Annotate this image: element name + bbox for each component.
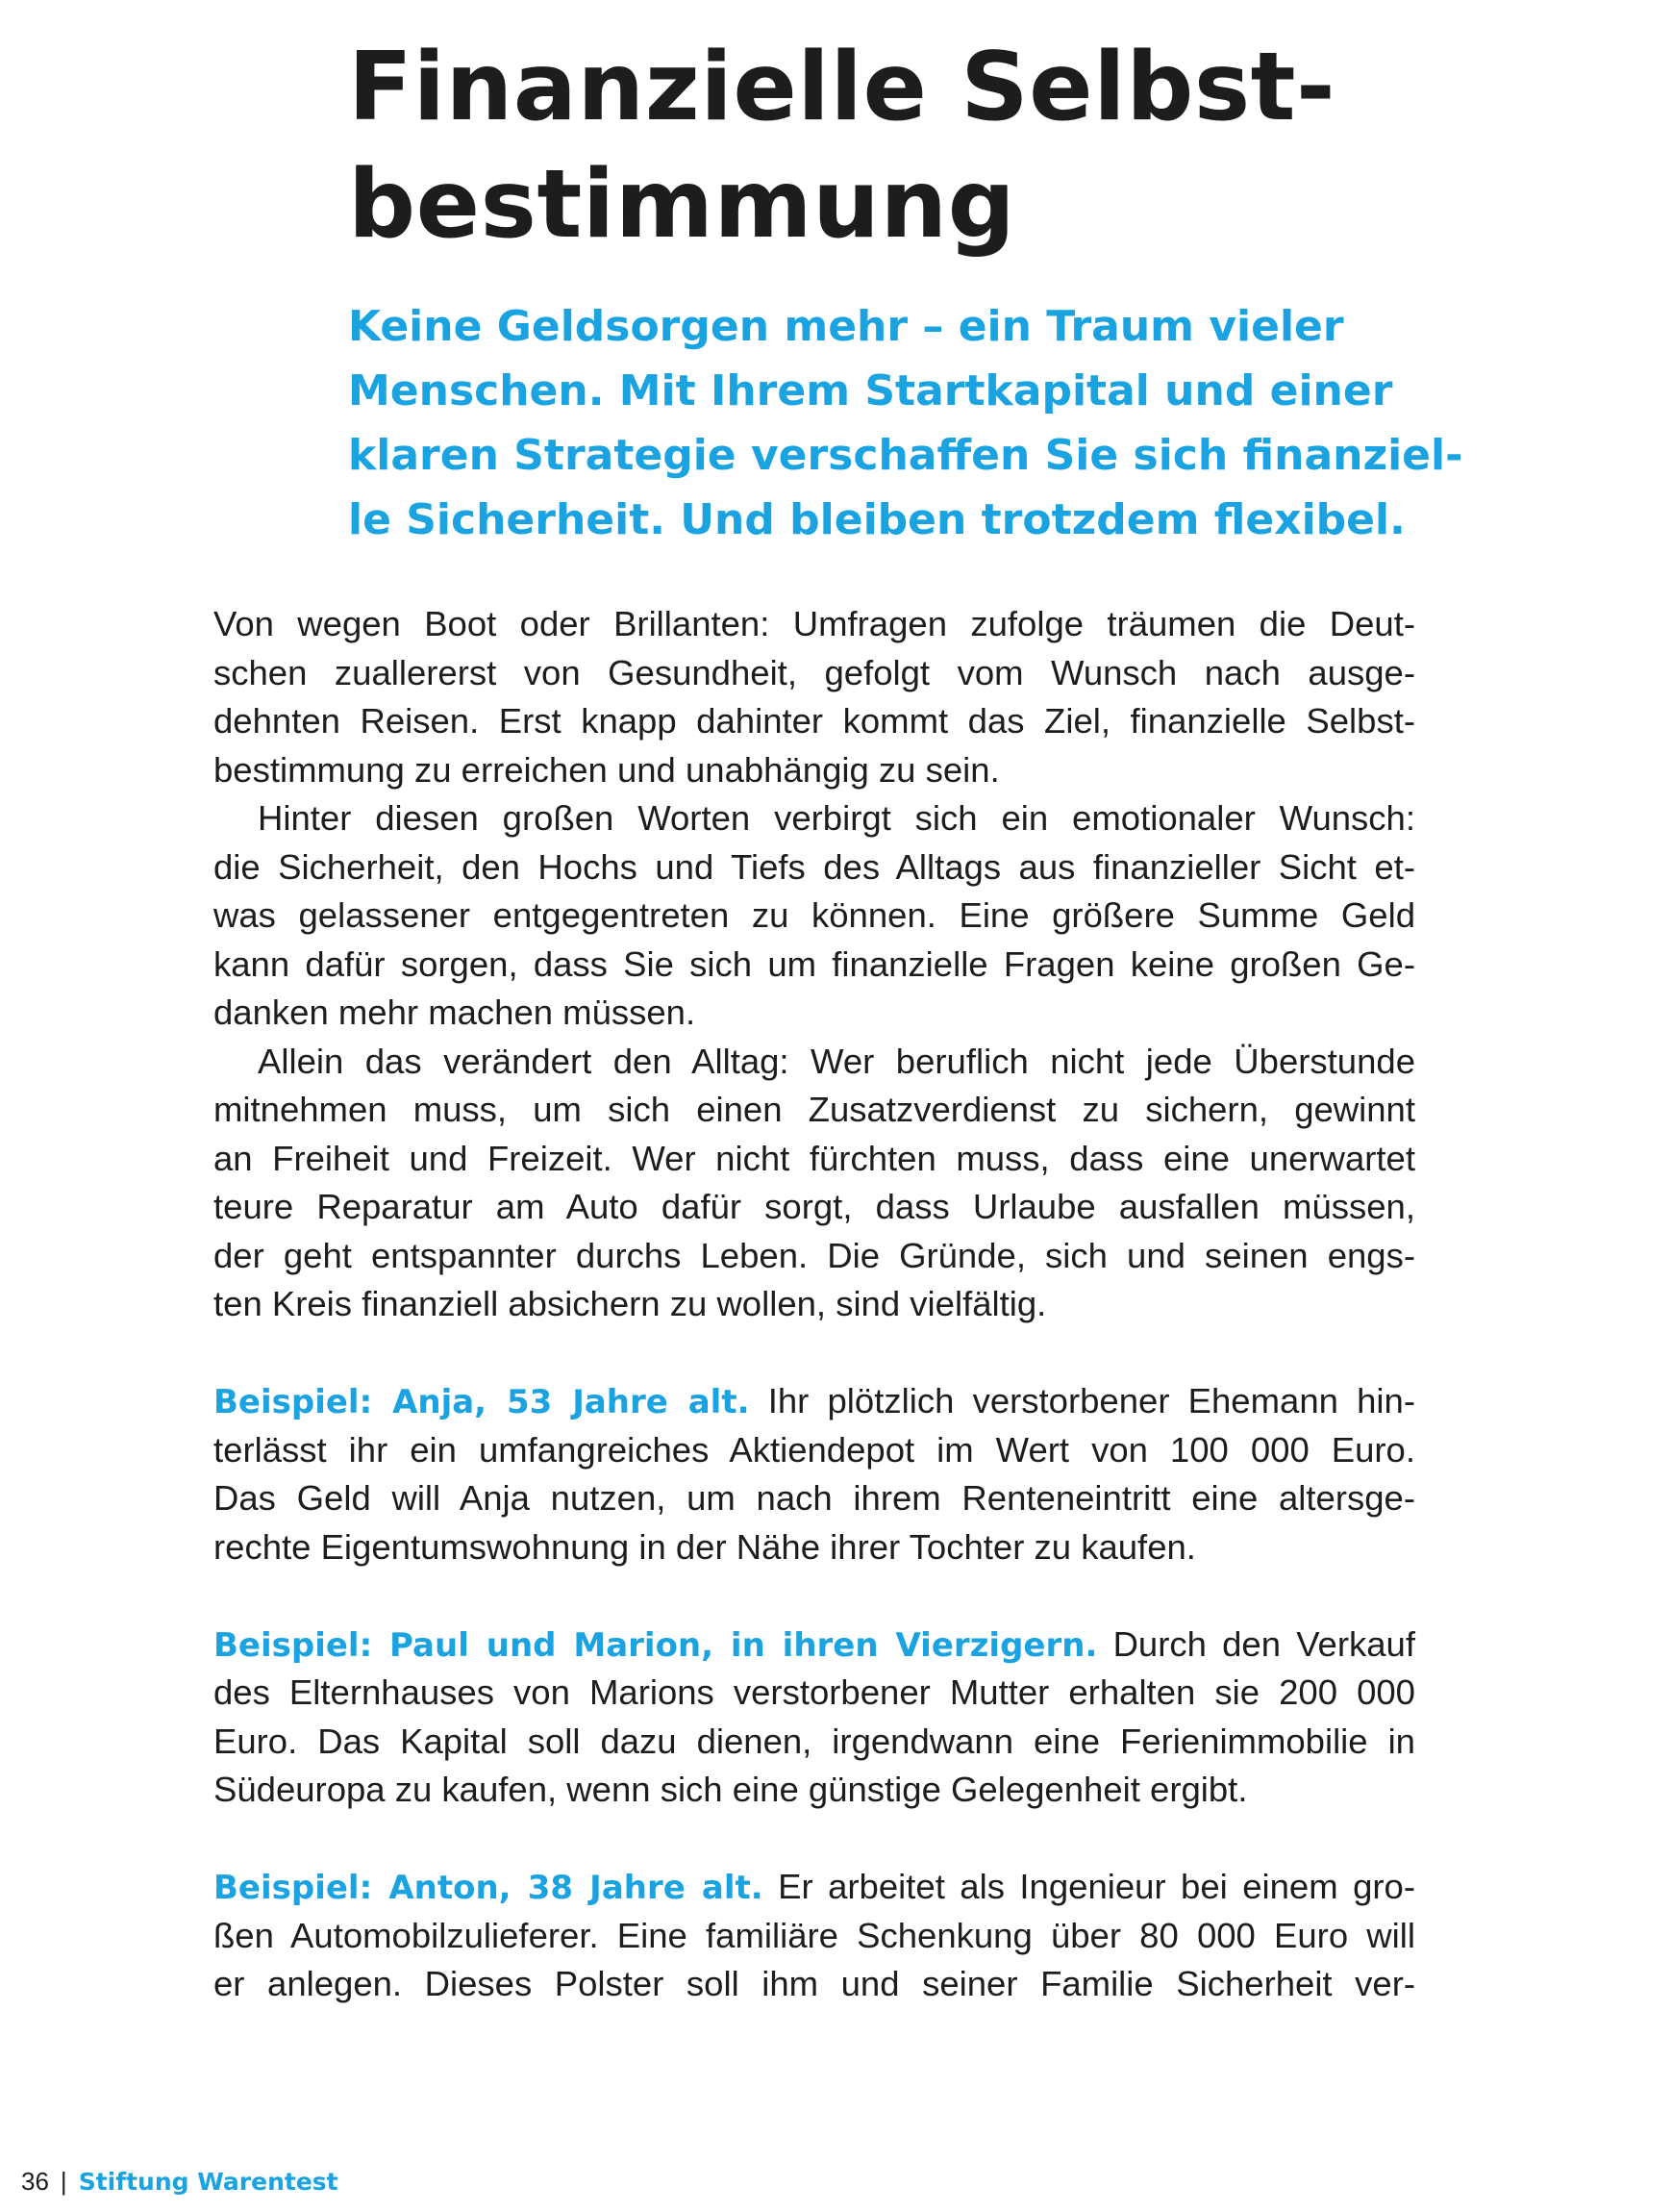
example-text: Er arbeitet als Ingenieur bei einem gro- xyxy=(778,1867,1415,1906)
paragraph xyxy=(213,794,1415,1038)
text-line: terlässt ihr ein umfangreiches Aktiendepot im Wert von 100 000 Euro. xyxy=(213,1429,1415,1470)
text-line: ten Kreis finanziell absichern zu wollen, sind vielfältig. xyxy=(213,1284,1047,1323)
example-label: Beispiel: Anton, 38 Jahre alt. xyxy=(213,1869,763,1907)
text-line: bestimmung zu erreichen und unabhängig zu sein. xyxy=(213,749,1000,790)
text-line: teure Reparatur am Auto dafür sorgt, dass Urlaube ausfallen müssen, xyxy=(213,1187,1415,1226)
text-line xyxy=(213,1377,1415,1426)
text-line: dehnten Reisen. Erst knapp dahinter kommt das Ziel, finanzielle Selbst- xyxy=(213,701,1415,741)
page-number: 36 xyxy=(21,2167,49,2196)
example-block xyxy=(213,1863,1415,2009)
page-footer xyxy=(21,2167,338,2197)
lead-line: Menschen. Mit Ihrem Startkapital und einer xyxy=(348,366,1393,415)
text-line: Von wegen Boot oder Brillanten: Umfragen zufolge träumen die Deut- xyxy=(213,604,1415,643)
text-line: schen zuallererst von Gesundheit, gefolgt vom Wunsch nach ausge- xyxy=(213,652,1415,692)
example-label: Beispiel: Anja, 53 Jahre alt. xyxy=(213,1383,750,1421)
text-line: der geht entspannter durchs Leben. Die Gründe, sich und seinen engs- xyxy=(213,1235,1415,1275)
paragraph-spacer xyxy=(213,1815,1415,1864)
paragraph xyxy=(213,600,1415,794)
lead-paragraph xyxy=(348,294,1463,552)
text-line: kann dafür sorgen, dass Sie sich um finanzielle Fragen keine großen Ge- xyxy=(213,943,1415,984)
footer-separator: | xyxy=(60,2167,67,2196)
lead-line: le Sicherheit. Und bleiben trotzdem flexibel. xyxy=(348,495,1406,544)
text-line xyxy=(213,1621,1415,1670)
text-line: Südeuropa zu kaufen, wenn sich eine günstige Gelegenheit ergibt. xyxy=(213,1770,1248,1809)
example-block xyxy=(213,1621,1415,1815)
text-line: ßen Automobilzulieferer. Eine familiäre Schenkung über 80 000 Euro will xyxy=(213,1915,1415,1955)
text-line: an Freiheit und Freizeit. Wer nicht fürchten muss, dass eine unerwartet xyxy=(213,1138,1415,1178)
page-title-line: Finanzielle Selbst- xyxy=(348,33,1336,142)
text-line: Hinter diesen großen Worten verbirgt sich ein emotionaler Wunsch: xyxy=(258,798,1415,838)
page-title-line: bestimmung xyxy=(348,150,1016,260)
text-line: was gelassener entgegentreten zu können. Eine größere Summe Geld xyxy=(213,895,1415,935)
example-text: Ihr plötzlich verstorbener Ehemann hin- xyxy=(767,1381,1415,1420)
text-line: Allein das verändert den Alltag: Wer beruflich nicht jede Überstunde xyxy=(258,1041,1415,1081)
text-line: Euro. Das Kapital soll dazu dienen, irgendwann eine Ferienimmobilie in xyxy=(213,1721,1415,1761)
text-line xyxy=(213,1863,1415,1912)
paragraph-spacer xyxy=(213,1329,1415,1378)
paragraph xyxy=(213,1038,1415,1329)
example-block xyxy=(213,1377,1415,1571)
body-text xyxy=(213,600,1415,2009)
text-line: des Elternhauses von Marions verstorbener Mutter erhalten sie 200 000 xyxy=(213,1672,1415,1712)
text-line: Das Geld will Anja nutzen, um nach ihrem Renteneintritt eine altersge- xyxy=(213,1478,1415,1518)
text-line: er anlegen. Dieses Polster soll ihm und seiner Familie Sicherheit ver- xyxy=(213,1964,1415,2003)
lead-line: klaren Strategie verschaffen Sie sich finanziel- xyxy=(348,431,1463,480)
lead-line: Keine Geldsorgen mehr – ein Traum vieler xyxy=(348,302,1344,351)
example-label: Beispiel: Paul und Marion, in ihren Vierzigern. xyxy=(213,1625,1098,1665)
text-line: danken mehr machen müssen. xyxy=(213,993,696,1032)
text-line: rechte Eigentumswohnung in der Nähe ihrer Tochter zu kaufen. xyxy=(213,1526,1196,1567)
example-text: Durch den Verkauf xyxy=(1112,1623,1415,1664)
page-title xyxy=(348,29,1406,264)
text-line: mitnehmen muss, um sich einen Zusatzverdienst zu sichern, gewinnt xyxy=(213,1090,1415,1129)
publisher-name: Stiftung Warentest xyxy=(78,2168,338,2196)
paragraph-spacer xyxy=(213,1571,1415,1621)
text-line: die Sicherheit, den Hochs und Tiefs des Alltags aus finanzieller Sicht et- xyxy=(213,846,1415,887)
